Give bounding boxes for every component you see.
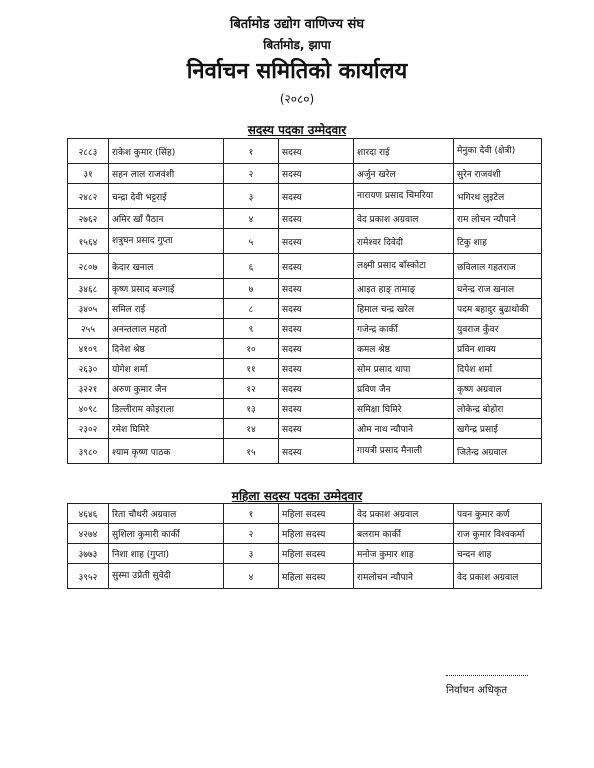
seconder-cell: घनेन्द्र राज खनाल: [454, 279, 542, 299]
signature-line: [446, 675, 528, 676]
candidate-name-cell: अमिर खाँ पैठान: [109, 209, 224, 229]
position-cell: सदस्य: [279, 319, 354, 339]
position-cell: सदस्य: [279, 439, 354, 464]
proposer-cell: समिक्षा घिमिरे: [354, 399, 454, 419]
table-row: [68, 254, 542, 279]
table-row: [68, 279, 542, 299]
membership-number-cell: २३०२: [68, 419, 109, 439]
proposer-cell: गजेन्द्र कार्की: [354, 319, 454, 339]
membership-number-cell: ३७७३: [68, 544, 109, 564]
position-cell: सदस्य: [279, 399, 354, 419]
candidate-name-cell: चन्द्रा देवी भट्टराई: [109, 184, 224, 209]
proposer-cell: प्रविण जैन: [354, 379, 454, 399]
table-row: [68, 359, 542, 379]
serial-number-cell: १३: [224, 399, 279, 419]
candidate-name-cell: डिल्लीराम कोइराला: [109, 399, 224, 419]
table-row: [68, 379, 542, 399]
proposer-cell: सोम प्रसाद थापा: [354, 359, 454, 379]
serial-number-cell: ११: [224, 359, 279, 379]
candidate-name-cell: निशा शाह (गुप्ता): [109, 544, 224, 564]
women-section-title: [0, 487, 594, 504]
position-cell: सदस्य: [279, 139, 354, 164]
table-row: [68, 524, 542, 544]
position-cell: महिला सदस्य: [279, 504, 354, 524]
seconder-cell: राम लोचन न्यौपाने: [454, 209, 542, 229]
seconder-cell: भगिरथ लुइटेल: [454, 184, 542, 209]
serial-number-cell: ४: [224, 564, 279, 589]
serial-number-cell: ८: [224, 299, 279, 319]
member-section-title: [0, 121, 594, 138]
serial-number-cell: ९: [224, 319, 279, 339]
membership-number-cell: ४६४६: [68, 504, 109, 524]
serial-number-cell: ३: [224, 184, 279, 209]
candidate-name-cell: रमेश घिमिरे: [109, 419, 224, 439]
seconder-cell: पदम बहादुर बुढाथोकी: [454, 299, 542, 319]
membership-number-cell: २५५: [68, 319, 109, 339]
membership-number-cell: ३२२१: [68, 379, 109, 399]
table-row: [68, 544, 542, 564]
proposer-cell: गायत्री प्रसाद मैनाली: [354, 439, 454, 464]
seconder-cell: राज कुमार विश्वकर्मा: [454, 524, 542, 544]
membership-number-cell: ३४६८: [68, 279, 109, 299]
seconder-cell: सुरेन राजवंशी: [454, 164, 542, 184]
membership-number-cell: २४८२: [68, 184, 109, 209]
position-cell: महिला सदस्य: [279, 544, 354, 564]
year-label: (२०८०): [279, 92, 315, 106]
proposer-cell: अर्जुन खरेल: [354, 164, 454, 184]
position-cell: सदस्य: [279, 359, 354, 379]
proposer-cell: शारदा राई: [354, 139, 454, 164]
position-cell: सदस्य: [279, 184, 354, 209]
page-title: निर्वाचन समितिको कार्यालय: [186, 59, 408, 84]
position-cell: सदस्य: [279, 419, 354, 439]
serial-number-cell: १२: [224, 379, 279, 399]
candidate-name-cell: केदार खनाल: [109, 254, 224, 279]
proposer-cell: रामलोचन न्यौपाने: [354, 564, 454, 589]
serial-number-cell: ३: [224, 544, 279, 564]
table-row: [68, 339, 542, 359]
table-row: [68, 419, 542, 439]
proposer-cell: रामेश्वर दिवेदी: [354, 229, 454, 254]
position-cell: महिला सदस्य: [279, 564, 354, 589]
position-cell: महिला सदस्य: [279, 524, 354, 544]
seconder-cell: मेनुका देवी (क्षेत्री): [454, 139, 542, 164]
proposer-cell: वेद प्रकाश अग्रवाल: [354, 209, 454, 229]
seconder-cell: पवन कुमार कर्ण: [454, 504, 542, 524]
member-candidates-table: [67, 138, 542, 464]
membership-number-cell: २६३०: [68, 359, 109, 379]
candidate-name-cell: शत्रुघन प्रसाद गुप्ता: [109, 229, 224, 254]
candidate-name-cell: सुस्मा उप्रेती सुवेदी: [109, 564, 224, 589]
serial-number-cell: ५: [224, 229, 279, 254]
seconder-cell: कृष्ण अग्रवाल: [454, 379, 542, 399]
proposer-cell: हिमाल चन्द्र खरेल: [354, 299, 454, 319]
candidate-name-cell: समिल राई: [109, 299, 224, 319]
table-row: [68, 229, 542, 254]
membership-number-cell: ३४०५: [68, 299, 109, 319]
member-candidates-body: [68, 139, 542, 464]
seconder-cell: प्रविन शाक्य: [454, 339, 542, 359]
membership-number-cell: २८०७: [68, 254, 109, 279]
table-row: [68, 319, 542, 339]
membership-number-cell: २७६२: [68, 209, 109, 229]
proposer-cell: मनोज कुमार शाह: [354, 544, 454, 564]
table-row: [68, 504, 542, 524]
serial-number-cell: ७: [224, 279, 279, 299]
seconder-cell: युवराज कुँवर: [454, 319, 542, 339]
proposer-cell: नारायण प्रसाद चिमरिया: [354, 184, 454, 209]
position-cell: सदस्य: [279, 279, 354, 299]
serial-number-cell: १०: [224, 339, 279, 359]
proposer-cell: बलराम कार्की: [354, 524, 454, 544]
member-section-title-text: सदस्य पदका उम्मेदवार: [247, 123, 347, 137]
candidate-name-cell: सहन लाल राजवंशी: [109, 164, 224, 184]
proposer-cell: कमल श्रेष्ठ: [354, 339, 454, 359]
table-row: [68, 139, 542, 164]
proposer-cell: ओम नाथ न्यौपाने: [354, 419, 454, 439]
position-cell: सदस्य: [279, 229, 354, 254]
seconder-cell: लोकेन्द्र बोहोरा: [454, 399, 542, 419]
serial-number-cell: ६: [224, 254, 279, 279]
signatory-label: निर्वाचन अधिकृत: [446, 685, 508, 696]
position-cell: सदस्य: [279, 339, 354, 359]
seconder-cell: दिपेश शर्मा: [454, 359, 542, 379]
table-row: [68, 299, 542, 319]
serial-number-cell: १५: [224, 439, 279, 464]
membership-number-cell: ३१: [68, 164, 109, 184]
candidate-name-cell: दिनेश श्रेष्ठ: [109, 339, 224, 359]
membership-number-cell: ३९८०: [68, 439, 109, 464]
membership-number-cell: ४२७४: [68, 524, 109, 544]
table-row: [68, 399, 542, 419]
serial-number-cell: १४: [224, 419, 279, 439]
position-cell: सदस्य: [279, 379, 354, 399]
organization-name: बिर्तामोड उद्योग वाणिज्य संघ: [229, 17, 365, 32]
serial-number-cell: ४: [224, 209, 279, 229]
serial-number-cell: १: [224, 504, 279, 524]
table-row: [68, 209, 542, 229]
position-cell: सदस्य: [279, 164, 354, 184]
organization-location: बिर्तामोड, झापा: [263, 38, 331, 52]
women-candidates-body: [68, 504, 542, 589]
candidate-name-cell: अनन्तलाल महतो: [109, 319, 224, 339]
membership-number-cell: ४१०९: [68, 339, 109, 359]
serial-number-cell: १: [224, 139, 279, 164]
table-row: [68, 184, 542, 209]
candidate-name-cell: रिता चौधरी अग्रवाल: [109, 504, 224, 524]
table-row: [68, 439, 542, 464]
candidate-name-cell: अरुण कुमार जैन: [109, 379, 224, 399]
seconder-cell: छविलाल गहतराज: [454, 254, 542, 279]
table-row: [68, 564, 542, 589]
membership-number-cell: २८८३: [68, 139, 109, 164]
membership-number-cell: १५६४: [68, 229, 109, 254]
seconder-cell: चन्दन शाह: [454, 544, 542, 564]
proposer-cell: आइत हाङ् तामाङ्: [354, 279, 454, 299]
women-candidates-table: [67, 503, 542, 589]
candidate-name-cell: सुशिला कुमारी कार्की: [109, 524, 224, 544]
seconder-cell: वेद प्रकाश अग्रवाल: [454, 564, 542, 589]
membership-number-cell: ४०९८: [68, 399, 109, 419]
proposer-cell: वेद प्रकाश अग्रवाल: [354, 504, 454, 524]
seconder-cell: खगेन्द्र प्रसाई: [454, 419, 542, 439]
table-row: [68, 164, 542, 184]
candidate-name-cell: श्याम कृष्ण पाठक: [109, 439, 224, 464]
position-cell: सदस्य: [279, 254, 354, 279]
seconder-cell: जितेन्द्र अग्रवाल: [454, 439, 542, 464]
serial-number-cell: २: [224, 524, 279, 544]
position-cell: सदस्य: [279, 209, 354, 229]
candidate-name-cell: राकेश कुमार (सिंह): [109, 139, 224, 164]
proposer-cell: लक्ष्मी प्रसाद बाँस्कोटा: [354, 254, 454, 279]
women-section-title-text: महिला सदस्य पदका उम्मेदवार: [231, 489, 363, 503]
candidate-name-cell: कृष्ण प्रसाद बज्गाई: [109, 279, 224, 299]
candidate-name-cell: योगेश शर्मा: [109, 359, 224, 379]
seconder-cell: टिकु शाह: [454, 229, 542, 254]
serial-number-cell: २: [224, 164, 279, 184]
membership-number-cell: ३९५२: [68, 564, 109, 589]
position-cell: सदस्य: [279, 299, 354, 319]
